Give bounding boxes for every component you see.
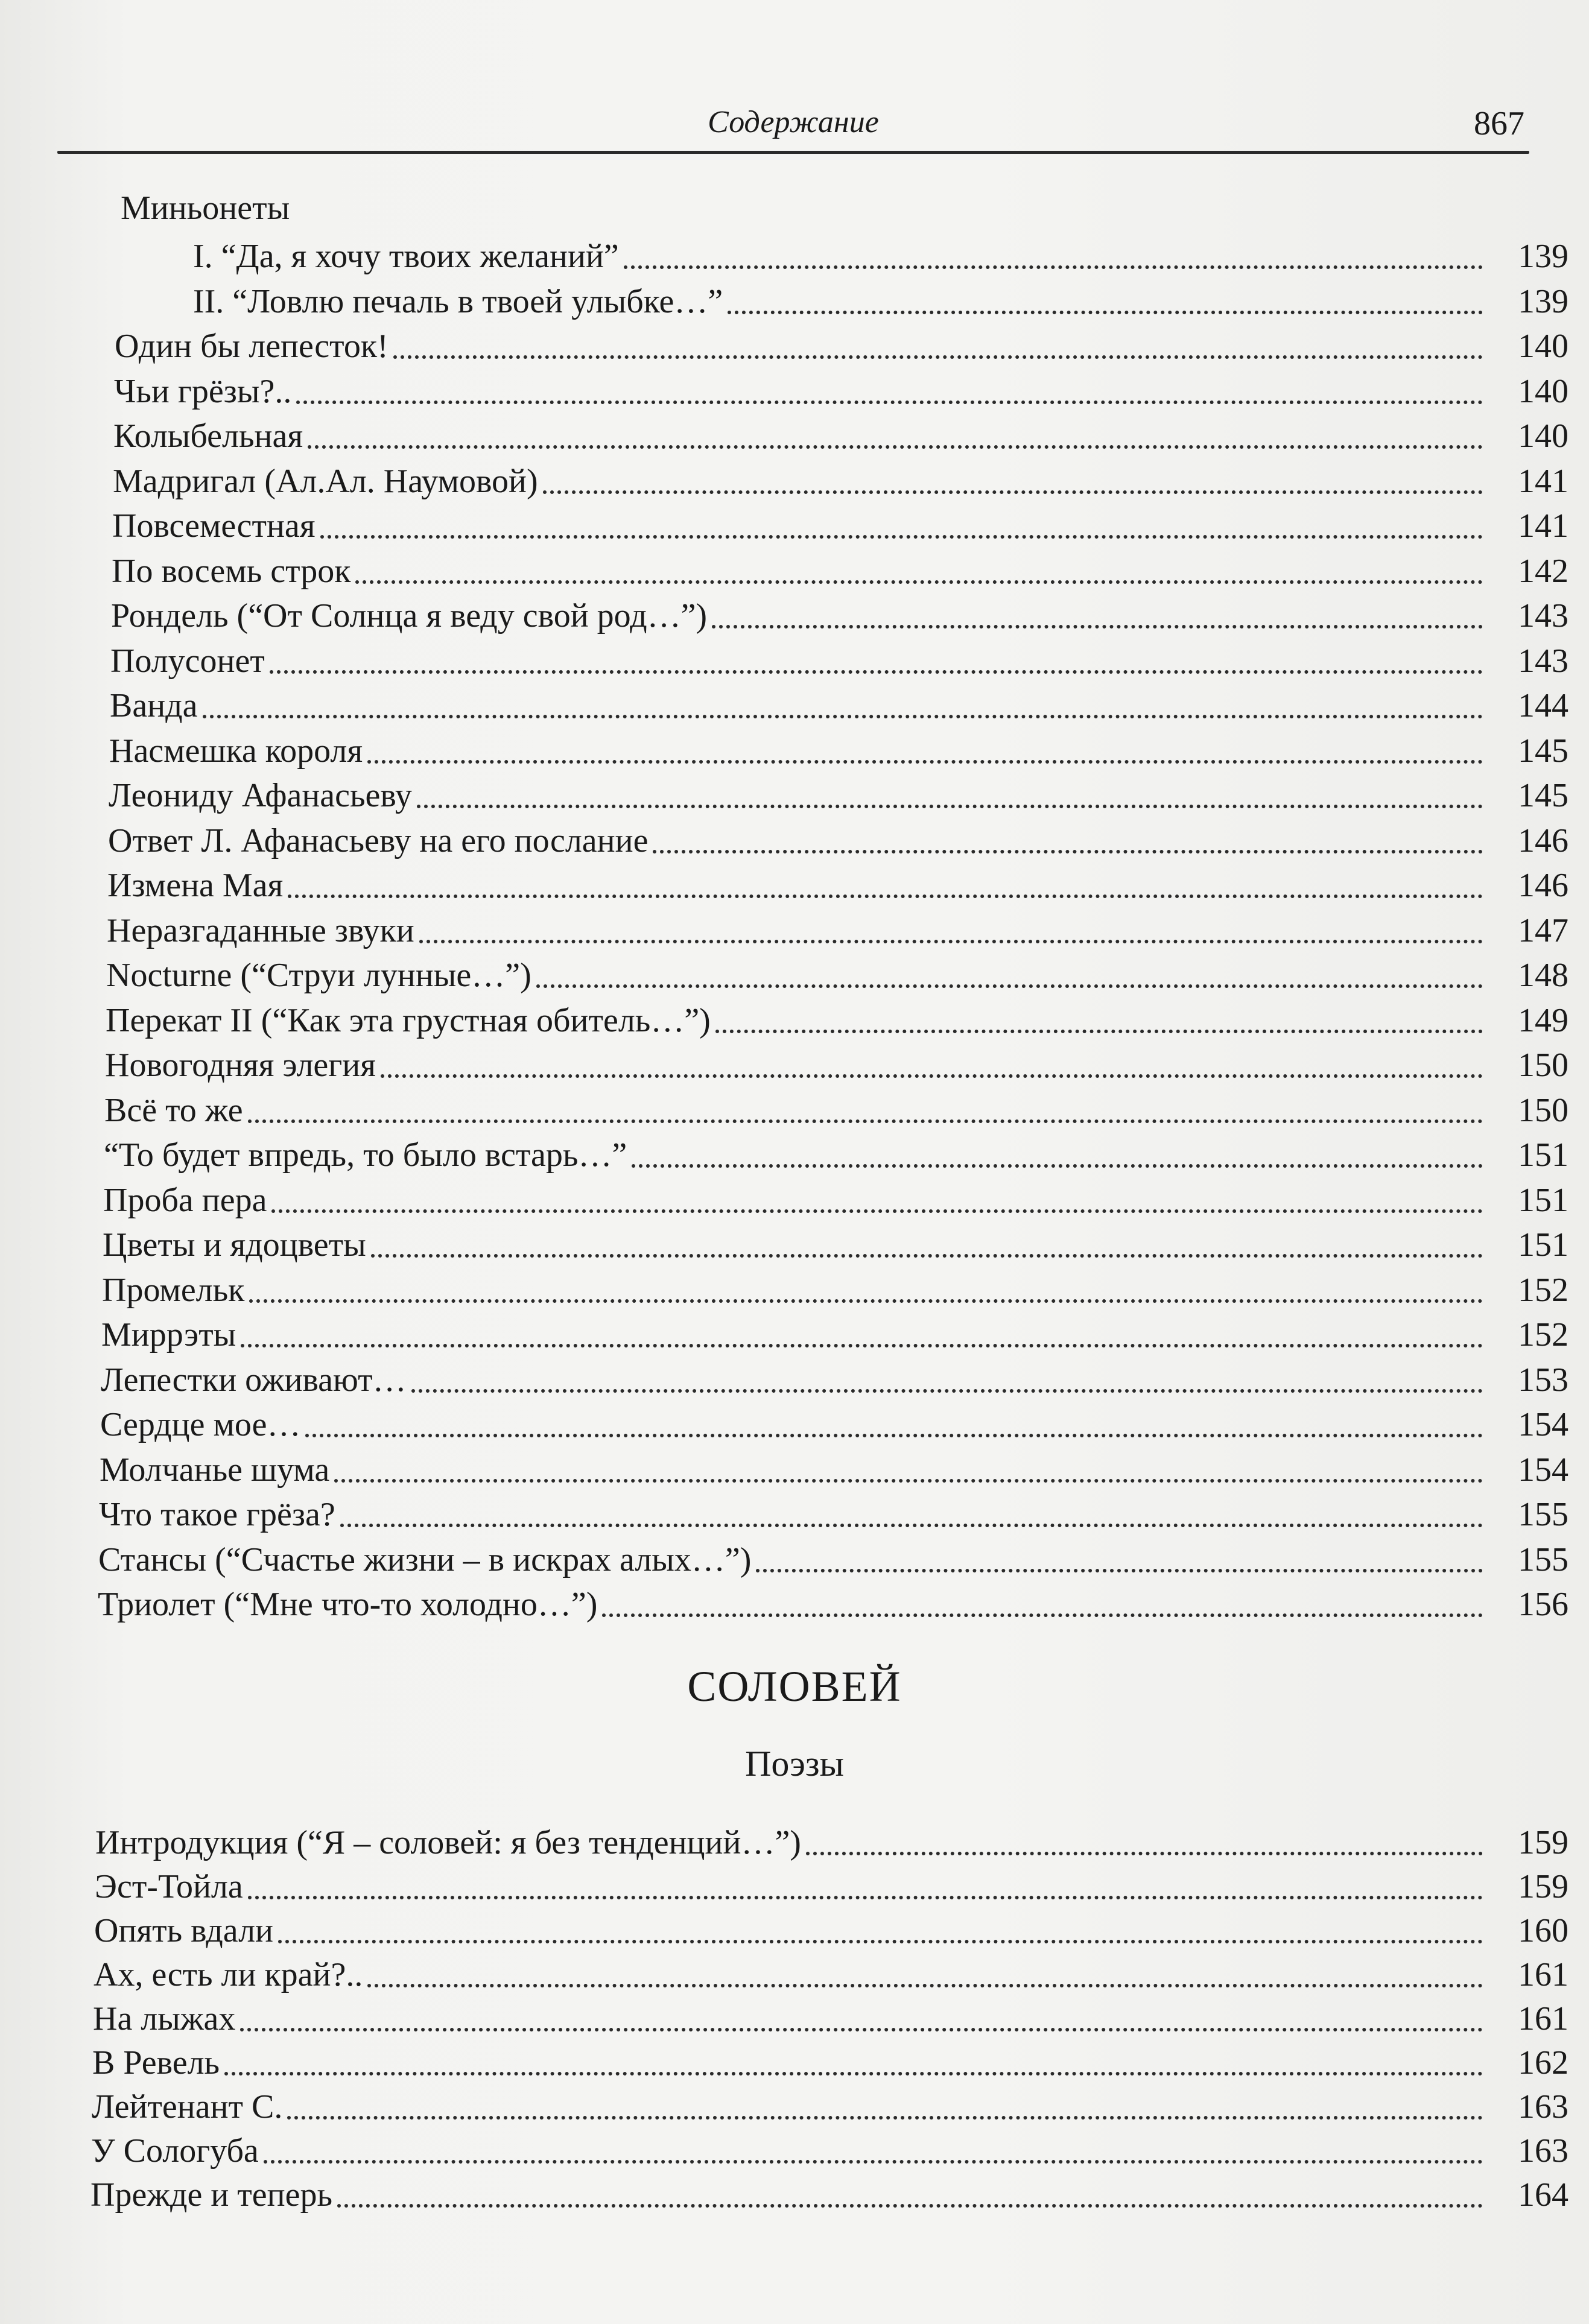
entry-page-number: 150 bbox=[1518, 1091, 1568, 1129]
entry-title: “То будет впредь, то было встарь…” bbox=[104, 1136, 627, 1174]
section-title: СОЛОВЕЙ bbox=[687, 1662, 902, 1711]
dot-leader bbox=[288, 894, 1483, 898]
entry-page-number: 140 bbox=[1518, 372, 1568, 410]
entry-page-number: 140 bbox=[1518, 328, 1568, 365]
entry-title: Мадригал (Ал.Ал. Наумовой) bbox=[113, 462, 538, 500]
dot-leader bbox=[270, 670, 1483, 674]
entry-page-number: 139 bbox=[1518, 282, 1568, 320]
toc-entry bbox=[109, 730, 1568, 772]
dot-leader bbox=[248, 1896, 1483, 1899]
dot-leader bbox=[367, 1984, 1483, 1987]
entry-title: Повсеместная bbox=[112, 507, 316, 545]
dot-leader bbox=[334, 1479, 1483, 1483]
toc-entry bbox=[106, 954, 1568, 996]
entry-page-number: 164 bbox=[1518, 2176, 1568, 2214]
toc-entry bbox=[101, 1359, 1568, 1401]
dot-leader bbox=[756, 1569, 1483, 1572]
dot-leader bbox=[203, 715, 1483, 718]
entry-title: Ванда bbox=[110, 687, 198, 724]
toc-entry bbox=[107, 910, 1568, 952]
entry-page-number: 152 bbox=[1518, 1316, 1568, 1354]
toc-entry bbox=[98, 1583, 1568, 1626]
toc-entry bbox=[193, 235, 1568, 277]
toc-entry bbox=[102, 1269, 1568, 1311]
entry-page-number: 145 bbox=[1518, 777, 1568, 814]
dot-leader bbox=[728, 311, 1483, 314]
entry-title: Опять вдали bbox=[94, 1912, 273, 1949]
entry-title: Триолет (“Мне что-то холодно…”) bbox=[98, 1586, 598, 1623]
dot-leader bbox=[543, 490, 1483, 494]
toc-entry bbox=[95, 1866, 1568, 1908]
dot-leader bbox=[287, 2116, 1483, 2120]
toc-entry bbox=[91, 2130, 1568, 2172]
toc-entry bbox=[104, 1134, 1568, 1176]
entry-title: Что такое грёза? bbox=[99, 1496, 335, 1533]
entry-title: Насмешка короля bbox=[109, 732, 363, 770]
entry-title: Чьи грёзы?.. bbox=[114, 372, 292, 410]
entry-title: Леониду Афанасьеву bbox=[109, 777, 412, 814]
toc-entry bbox=[98, 1539, 1568, 1581]
entry-title: Миррэты bbox=[101, 1316, 236, 1354]
dot-leader bbox=[536, 984, 1483, 988]
dot-leader bbox=[305, 1434, 1483, 1437]
dot-leader bbox=[278, 1940, 1483, 1943]
dot-leader bbox=[248, 1119, 1483, 1123]
entry-page-number: 146 bbox=[1518, 822, 1568, 860]
dot-leader bbox=[264, 2160, 1483, 2164]
toc-entry bbox=[106, 999, 1568, 1042]
entry-title: Ах, есть ли край?.. bbox=[94, 1956, 363, 1993]
entry-page-number: 145 bbox=[1518, 732, 1568, 770]
entry-title: Неразгаданные звуки bbox=[107, 911, 414, 949]
entry-page-number: 155 bbox=[1518, 1496, 1568, 1533]
entry-page-number: 147 bbox=[1518, 911, 1568, 949]
toc-entry bbox=[94, 1954, 1568, 1996]
entry-page-number: 151 bbox=[1518, 1226, 1568, 1264]
dot-leader bbox=[624, 265, 1483, 269]
toc-entry bbox=[107, 864, 1568, 907]
entry-title: Сердце мое… bbox=[100, 1406, 301, 1443]
entry-page-number: 153 bbox=[1518, 1361, 1568, 1399]
dot-leader bbox=[715, 1030, 1483, 1033]
running-head bbox=[57, 100, 1529, 148]
entry-page-number: 156 bbox=[1518, 1586, 1568, 1623]
dot-leader bbox=[355, 580, 1483, 584]
entry-title: Рондель (“От Солнца я веду свой род…”) bbox=[111, 597, 708, 635]
toc-entry bbox=[193, 280, 1568, 323]
entry-page-number: 162 bbox=[1518, 2044, 1568, 2082]
dot-leader bbox=[653, 850, 1483, 853]
dot-leader bbox=[632, 1164, 1483, 1168]
toc-entry bbox=[95, 1822, 1568, 1864]
entry-page-number: 148 bbox=[1518, 957, 1568, 994]
toc-entry bbox=[103, 1224, 1568, 1266]
toc-entry bbox=[112, 505, 1568, 547]
entry-page-number: 163 bbox=[1518, 2088, 1568, 2126]
entry-page-number: 141 bbox=[1518, 507, 1568, 545]
dot-leader bbox=[367, 760, 1483, 764]
entry-title: Измена Мая bbox=[107, 867, 284, 904]
entry-title: На лыжах bbox=[93, 2000, 236, 2037]
dot-leader bbox=[712, 625, 1483, 628]
dot-leader bbox=[337, 2204, 1483, 2208]
dot-leader bbox=[241, 1344, 1483, 1347]
entry-title: Перекат II (“Как эта грустная обитель…”) bbox=[106, 1001, 711, 1039]
entry-title: Один бы лепесток! bbox=[115, 328, 389, 365]
entry-title: Стансы (“Счастье жизни – в искрах алых…”) bbox=[98, 1540, 752, 1578]
toc-entry bbox=[109, 774, 1568, 817]
dot-leader bbox=[393, 355, 1483, 359]
toc-entry bbox=[113, 415, 1568, 457]
dot-leader bbox=[602, 1613, 1483, 1617]
dot-leader bbox=[240, 2028, 1483, 2031]
dot-leader bbox=[411, 1389, 1483, 1393]
entry-title: Nocturne (“Струи лунные…”) bbox=[106, 957, 531, 994]
entry-title: Интродукция (“Я – соловей: я без тенденций…”) bbox=[95, 1824, 801, 1861]
entry-title: Ответ Л. Афанасьеву на его послание bbox=[108, 822, 649, 860]
dot-leader bbox=[371, 1254, 1483, 1258]
dot-leader bbox=[381, 1074, 1483, 1078]
entry-title: II. “Ловлю печаль в твоей улыбке…” bbox=[193, 282, 723, 320]
entry-page-number: 142 bbox=[1518, 552, 1568, 590]
entry-page-number: 143 bbox=[1518, 642, 1568, 680]
entry-title: Промельк bbox=[102, 1271, 245, 1309]
toc-entry bbox=[105, 1044, 1568, 1086]
toc-entry bbox=[112, 550, 1568, 592]
entry-page-number: 161 bbox=[1518, 2000, 1568, 2037]
entry-title: Всё то же bbox=[104, 1091, 243, 1129]
entry-title: В Ревель bbox=[92, 2044, 220, 2082]
entry-title: Лейтенант С. bbox=[92, 2088, 283, 2126]
entry-title: Молчанье шума bbox=[100, 1451, 330, 1489]
entry-page-number: 149 bbox=[1518, 1001, 1568, 1039]
entry-title: Эст-Тойла bbox=[95, 1868, 243, 1905]
toc-entry bbox=[93, 1998, 1568, 2040]
toc-entry bbox=[103, 1179, 1568, 1221]
toc-entry bbox=[101, 1314, 1568, 1356]
entry-page-number: 139 bbox=[1518, 238, 1568, 275]
entry-page-number: 155 bbox=[1518, 1540, 1568, 1578]
toc-entry bbox=[110, 685, 1568, 727]
toc-entry bbox=[108, 820, 1568, 862]
entry-title: Проба пера bbox=[103, 1181, 267, 1219]
toc-entry bbox=[100, 1449, 1568, 1491]
entry-page-number: 151 bbox=[1518, 1181, 1568, 1219]
entry-page-number: 150 bbox=[1518, 1046, 1568, 1084]
entry-page-number: 141 bbox=[1518, 462, 1568, 500]
toc-entry bbox=[99, 1493, 1568, 1536]
entry-page-number: 154 bbox=[1518, 1406, 1568, 1443]
entry-page-number: 160 bbox=[1518, 1912, 1568, 1949]
dot-leader bbox=[308, 445, 1483, 449]
dot-leader bbox=[271, 1209, 1483, 1213]
entry-page-number: 163 bbox=[1518, 2132, 1568, 2170]
entry-title: I. “Да, я хочу твоих желаний” bbox=[193, 238, 619, 275]
toc-entry bbox=[104, 1089, 1568, 1132]
header-rule bbox=[57, 151, 1529, 154]
entry-title: Лепестки оживают… bbox=[101, 1361, 407, 1399]
page-number: 867 bbox=[1474, 105, 1524, 142]
group-label: Миньонеты bbox=[121, 189, 290, 227]
entry-page-number: 151 bbox=[1518, 1136, 1568, 1174]
toc-entry bbox=[94, 1910, 1568, 1952]
entry-title: Новогодняя элегия bbox=[105, 1046, 376, 1084]
toc-entry bbox=[92, 2042, 1568, 2084]
running-title: Содержание bbox=[708, 105, 879, 139]
entry-title: По восемь строк bbox=[112, 552, 351, 590]
toc-entry bbox=[115, 325, 1568, 367]
entry-page-number: 146 bbox=[1518, 867, 1568, 904]
entry-page-number: 159 bbox=[1518, 1868, 1568, 1905]
toc-entry bbox=[114, 370, 1568, 413]
entry-page-number: 144 bbox=[1518, 687, 1568, 724]
dot-leader bbox=[417, 805, 1483, 808]
section-subtitle: Поэзы bbox=[745, 1744, 844, 1784]
entry-page-number: 161 bbox=[1518, 1956, 1568, 1993]
entry-title: Колыбельная bbox=[113, 417, 303, 455]
dot-leader bbox=[340, 1524, 1483, 1527]
entry-page-number: 159 bbox=[1518, 1824, 1568, 1861]
entry-page-number: 152 bbox=[1518, 1271, 1568, 1309]
entry-title: Полусонет bbox=[110, 642, 265, 680]
entry-title: Цветы и ядоцветы bbox=[103, 1226, 366, 1264]
entry-title: Прежде и теперь bbox=[90, 2176, 332, 2214]
entry-page-number: 143 bbox=[1518, 597, 1568, 635]
dot-leader bbox=[249, 1299, 1483, 1303]
entry-page-number: 140 bbox=[1518, 417, 1568, 455]
dot-leader bbox=[806, 1852, 1483, 1855]
dot-leader bbox=[320, 535, 1483, 539]
toc-entry bbox=[111, 595, 1568, 637]
toc-entry bbox=[113, 460, 1568, 502]
dot-leader bbox=[224, 2072, 1483, 2075]
entry-page-number: 154 bbox=[1518, 1451, 1568, 1489]
dot-leader bbox=[419, 940, 1483, 943]
toc-entry bbox=[100, 1404, 1568, 1446]
toc-entry bbox=[110, 640, 1568, 682]
toc-entry bbox=[90, 2174, 1568, 2216]
entry-title: У Сологуба bbox=[91, 2132, 259, 2170]
dot-leader bbox=[296, 401, 1483, 404]
toc-entry bbox=[92, 2086, 1568, 2128]
